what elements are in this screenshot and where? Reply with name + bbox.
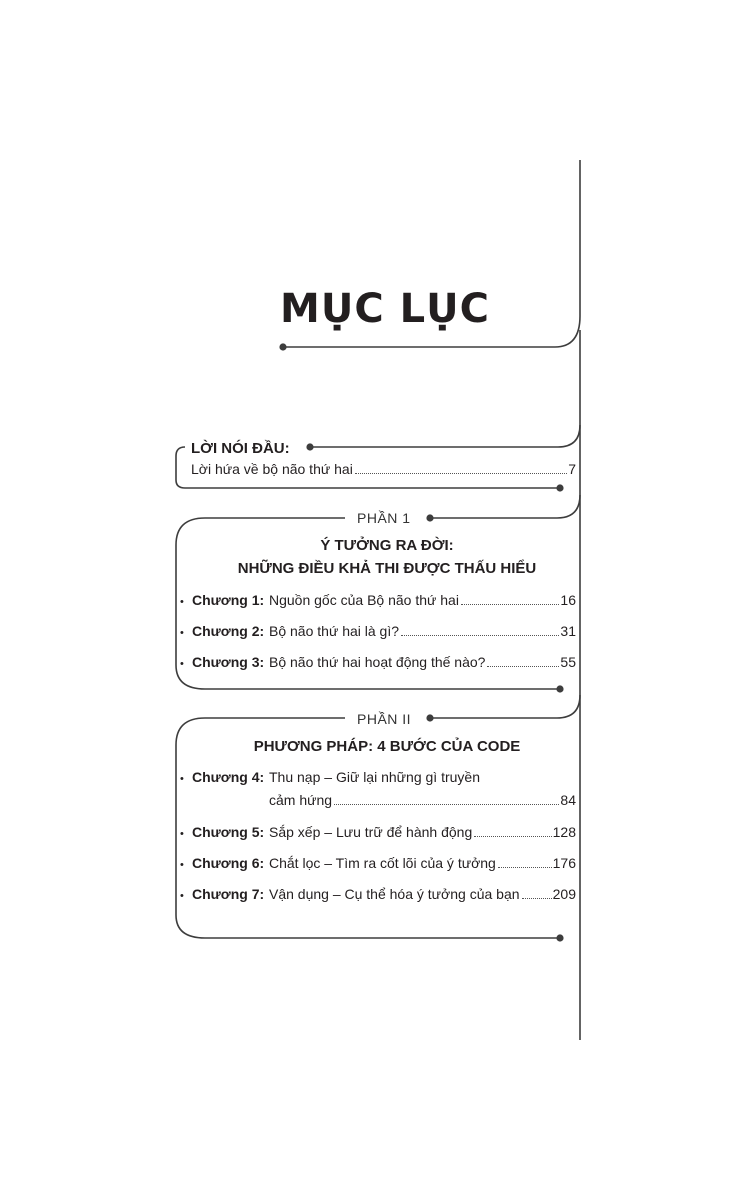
page-number: 16 (560, 592, 576, 608)
entry-title: Vận dụng – Cụ thể hóa ý tưởng của bạn (269, 886, 520, 902)
bullet-icon: • (180, 828, 184, 840)
toc-entry-chapter-5[interactable] (180, 824, 576, 841)
chapter-label: Chương 5: (192, 824, 265, 840)
chapter-label: Chương 7: (192, 886, 265, 902)
page-number: 128 (552, 824, 576, 840)
toc-entry-preface[interactable] (191, 461, 576, 478)
page-number: 7 (568, 461, 576, 477)
bullet-icon: • (180, 596, 184, 608)
toc-entry-chapter-3[interactable] (180, 654, 576, 671)
part-label: PHẦN II (357, 711, 412, 727)
toc-entry-chapter-2[interactable] (180, 623, 576, 640)
leader-dots (334, 804, 559, 805)
leader-dots (498, 867, 552, 868)
entry-title: Bộ não thứ hai hoạt động thế nào? (269, 654, 486, 670)
entry-title-continued: cảm hứng (269, 792, 333, 808)
leader-dots (401, 635, 559, 636)
toc-entry-chapter-4-continued[interactable] (269, 792, 576, 809)
bullet-icon: • (180, 658, 184, 670)
entry-title: Thu nạp – Giữ lại những gì truyền (269, 769, 480, 785)
chapter-label: Chương 4: (192, 769, 265, 785)
part-title-line: NHỮNG ĐIỀU KHẢ THI ĐƯỢC THẤU HIỂU (237, 560, 537, 577)
preface-heading: LỜI NÓI ĐẦU: (191, 440, 290, 457)
chapter-label: Chương 2: (192, 623, 265, 639)
page-number: 55 (560, 654, 576, 670)
part-title-line: Ý TƯỞNG RA ĐỜI: (320, 537, 454, 554)
leader-dots (474, 836, 551, 837)
toc-entry-chapter-4[interactable] (180, 769, 576, 785)
toc-entry-chapter-1[interactable] (180, 592, 576, 609)
page-number: 31 (560, 623, 576, 639)
entry-title: Bộ não thứ hai là gì? (269, 623, 400, 639)
page-number: 176 (552, 855, 576, 871)
entry-title: Sắp xếp – Lưu trữ để hành động (269, 824, 473, 840)
page-title: MỤC LỤC (280, 286, 490, 332)
bullet-icon: • (180, 627, 184, 639)
page-number: 209 (552, 886, 576, 902)
bullet-icon: • (180, 859, 184, 871)
entry-title: Nguồn gốc của Bộ não thứ hai (269, 592, 459, 608)
chapter-label: Chương 3: (192, 654, 265, 670)
part-title-line: PHƯƠNG PHÁP: 4 BƯỚC CỦA CODE (253, 738, 521, 755)
entry-title: Chắt lọc – Tìm ra cốt lõi của ý tưởng (269, 855, 496, 871)
leader-dots (461, 604, 559, 605)
entry-title: Lời hứa về bộ não thứ hai (191, 461, 353, 477)
page-number: 84 (560, 792, 576, 808)
bullet-icon: • (180, 890, 184, 902)
leader-dots (522, 898, 552, 899)
chapter-label: Chương 1: (192, 592, 265, 608)
chapter-label: Chương 6: (192, 855, 265, 871)
toc-entry-chapter-7[interactable] (180, 886, 576, 903)
part-label: PHẦN 1 (357, 510, 411, 526)
toc-entry-chapter-6[interactable] (180, 855, 576, 872)
bullet-icon: • (180, 773, 184, 785)
leader-dots (487, 666, 559, 667)
leader-dots (355, 473, 567, 474)
